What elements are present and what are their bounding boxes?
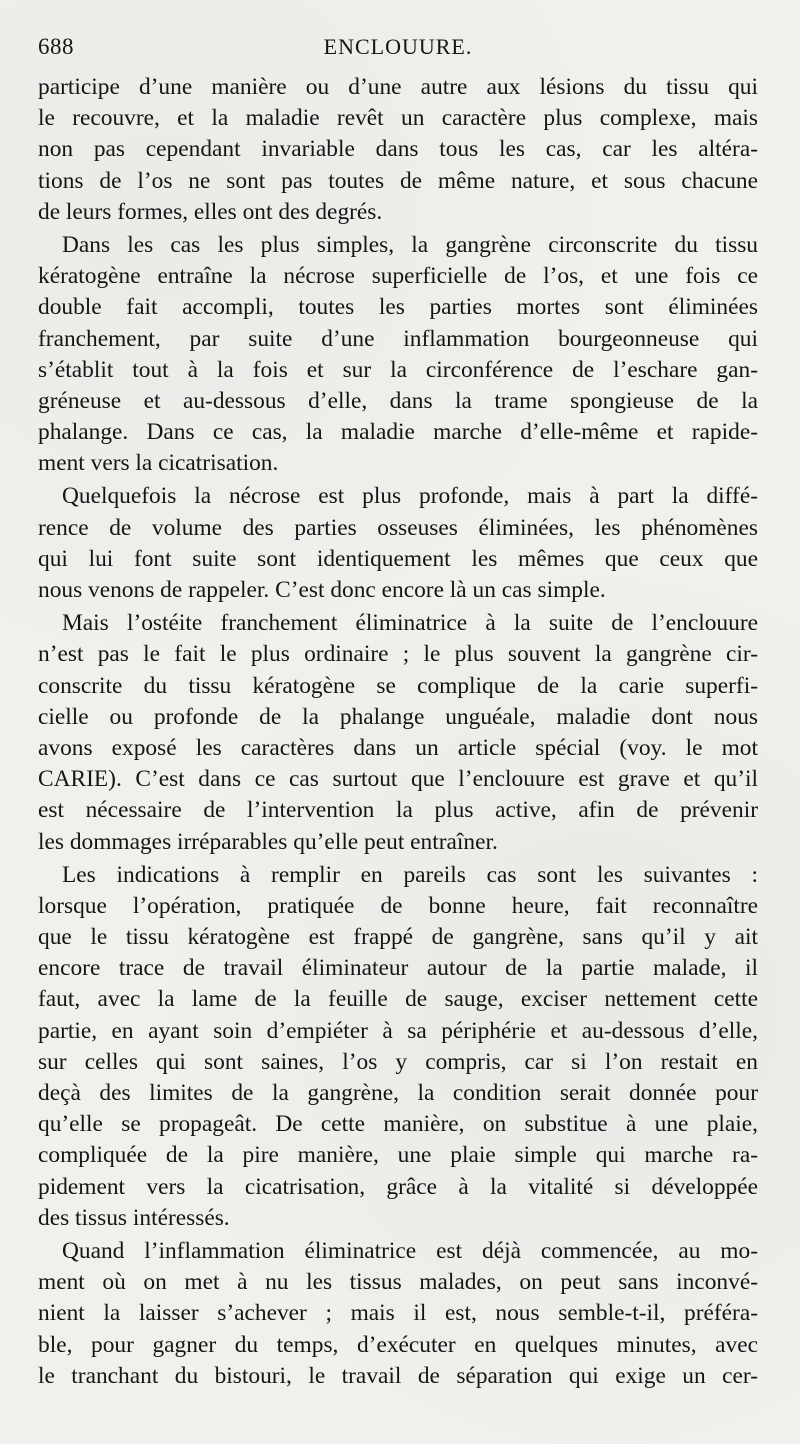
text-line: non pas cependant invariable dans tous les cas, car les altéra- — [38, 136, 758, 163]
page-number: 688 — [38, 34, 74, 59]
text-line: pidement vers la cicatrisation, grâce à la vitalité si développée — [38, 1173, 758, 1200]
text-line: faut, avec la lame de la feuille de sauge, exciser nettement cette — [38, 986, 758, 1013]
text-line: les dommages irréparables qu’elle peut entraîner. — [38, 828, 498, 855]
text-line: partie, en ayant soin d’empiéter à sa périphérie et au-dessous d’elle, — [38, 1017, 758, 1044]
body-text — [38, 72, 758, 1392]
text-line: cielle ou profonde de la phalange unguéale, maladie dont nous — [38, 703, 758, 730]
text-line: ment vers la cicatrisation. — [38, 450, 279, 477]
paragraph-start-line: Quand l’inflammation éliminatrice est déjà commencée, au mo- — [62, 1237, 758, 1264]
paragraph-start-line: Dans les cas les plus simples, la gangrène circonscrite du tissu — [62, 231, 758, 258]
text-line: tions de l’os ne sont pas toutes de même nature, et sous chacune — [38, 167, 758, 194]
text-line: le recouvre, et la maladie revêt un caractère plus complexe, mais — [38, 105, 758, 132]
text-line: qu’elle se propageât. De cette manière, on substitue à une plaie, — [38, 1111, 758, 1138]
text-line: deçà des limites de la gangrène, la condition serait donnée pour — [38, 1080, 758, 1106]
text-line: sur celles qui sont saines, l’os y compris, car si l’on restait en — [38, 1048, 758, 1075]
running-title: ENCLOUURE. — [323, 34, 473, 59]
text-line: lorsque l’opération, pratiquée de bonne heure, fait reconnaître — [38, 892, 758, 919]
text-line: franchement, par suite d’une inflammation bourgeonneuse qui — [38, 325, 758, 352]
text-line: ble, pour gagner du temps, d’exécuter en quelques minutes, avec — [38, 1331, 758, 1358]
text-line: de leurs formes, elles ont des degrés. — [38, 198, 383, 225]
text-line: rence de volume des parties osseuses éliminées, les phénomènes — [38, 514, 758, 541]
text-line: s’établit tout à la fois et sur la circonférence de l’eschare gan- — [38, 356, 758, 383]
text-line: avons exposé les caractères dans un article spécial (voy. le mot — [38, 734, 758, 761]
text-line: nient la laisser s’achever ; mais il est, nous semble-t-il, préféra- — [38, 1300, 758, 1327]
text-line: double fait accompli, toutes les parties mortes sont éliminées — [38, 294, 758, 321]
text-line: est nécessaire de l’intervention la plus active, afin de prévenir — [38, 797, 758, 824]
text-line: kératogène entraîne la nécrose superficielle de l’os, et une fois ce — [38, 263, 758, 290]
text-line: que le tissu kératogène est frappé de gangrène, sans qu’il y ait — [38, 924, 758, 951]
text-line: encore trace de travail éliminateur autour de la partie malade, il — [38, 955, 758, 982]
text-line: participe d’une manière ou d’une autre aux lésions du tissu qui — [38, 74, 758, 100]
paragraph-start-line: Mais l’ostéite franchement éliminatrice à la suite de l’enclouure — [62, 610, 758, 637]
paragraph-start-line: Quelquefois la nécrose est plus profonde, mais à part la diffé- — [62, 483, 758, 510]
text-line: n’est pas le fait le plus ordinaire ; le plus souvent la gangrène cir- — [38, 641, 758, 668]
page-header — [38, 30, 758, 70]
text-line: phalange. Dans ce cas, la maladie marche d’elle-même et rapide- — [38, 419, 758, 446]
text-line: CARIE). C’est dans ce cas surtout que l’enclouure est grave et qu’il — [38, 766, 758, 793]
paragraph-start-line: Les indications à remplir en pareils cas sont les suivantes : — [62, 861, 758, 888]
text-line: nous venons de rappeler. C’est donc encore là un cas simple. — [38, 577, 606, 603]
text-line: ment où on met à nu les tissus malades, on peut sans inconvé- — [38, 1269, 758, 1296]
text-line: compliquée de la pire manière, une plaie simple qui marche ra- — [38, 1142, 758, 1169]
text-line: des tissus intéressés. — [38, 1204, 230, 1231]
text-line: qui lui font suite sont identiquement les mêmes que ceux que — [38, 545, 758, 572]
text-line: gréneuse et au-dessous d’elle, dans la trame spongieuse de la — [38, 387, 758, 414]
text-line: le tranchant du bistouri, le travail de séparation qui exige un cer- — [38, 1362, 758, 1389]
text-line: conscrite du tissu kératogène se complique de la carie superfi- — [38, 672, 758, 699]
